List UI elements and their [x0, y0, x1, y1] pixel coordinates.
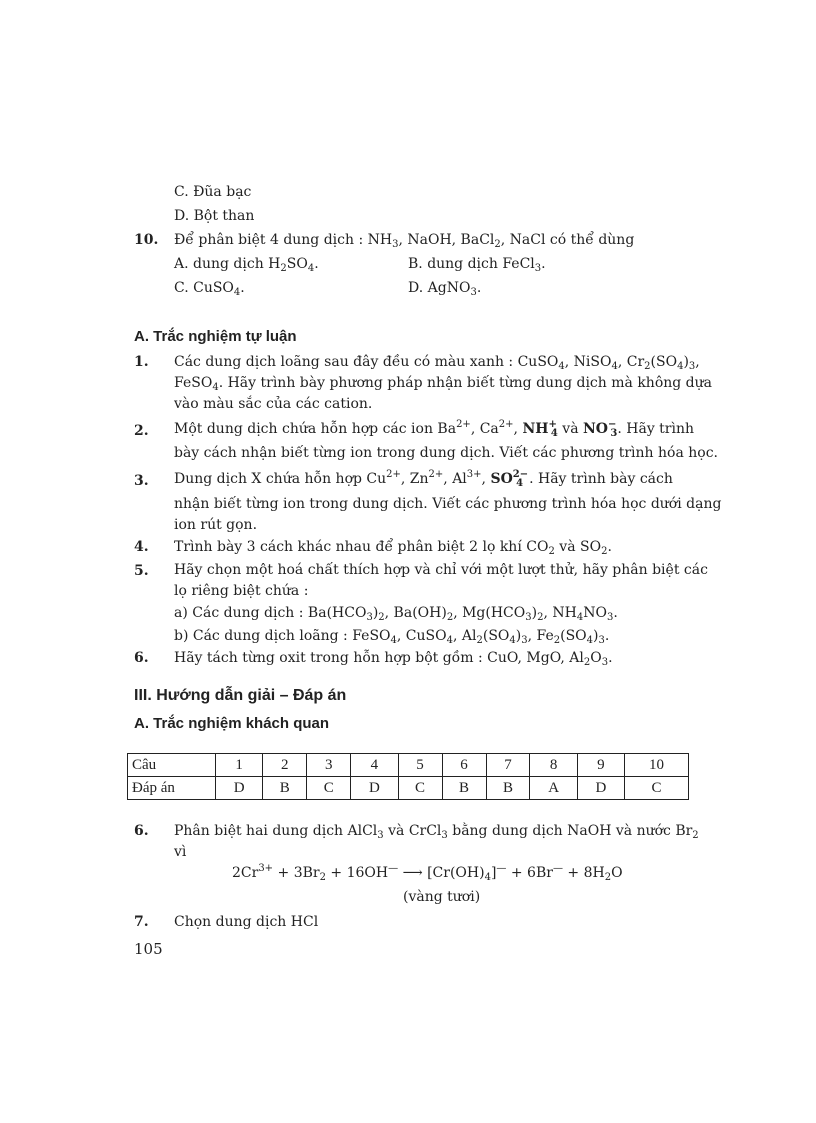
essay-q4-text: Trình bày 3 cách khác nhau để phân biệt 2 lọ khí $CO_2$ và $SO_2$.	[174, 539, 612, 557]
answer-6-line2: vì	[174, 844, 187, 860]
table-cell-q: 9	[577, 754, 624, 777]
q9-option-c: C. Đũa bạc	[174, 184, 252, 200]
essay-q5-number: 5.	[134, 563, 149, 579]
essay-q2-number: 2.	[134, 423, 149, 439]
essay-q1-line1: Các dung dịch loãng sau đây đều có màu xanh : CuSO$_4$, NiSO$_4$, $Cr_2(SO_4)_3$,	[174, 354, 700, 372]
answer-table	[127, 753, 689, 800]
essay-q5-part-b: b) Các dung dịch loãng : FeSO$_4$, CuSO$_4$, $Al_2(SO_4)_3$, $Fe_2(SO_4)_3$.	[174, 628, 610, 646]
essay-q1-line3: vào màu sắc của các cation.	[174, 396, 373, 412]
essay-q1-line2: FeSO$_4$. Hãy trình bày phương pháp nhận biết từng dung dịch mà không dựa	[174, 375, 712, 393]
sulfate-ion: $SO^{2-}_4$	[490, 469, 529, 489]
table-answer-label: Đáp án	[128, 777, 216, 800]
table-row-answers	[128, 777, 689, 800]
reaction-equation: $2Cr^{3+} + 3Br_2 + 16OH^—$ ⟶ $[Cr(OH)_4]^— + 6Br^— + 8H_2O$	[232, 863, 623, 883]
essay-q6-text: Hãy tách từng oxit trong hỗn hợp bột gồm : CuO, MgO, $Al_2O_3$.	[174, 650, 613, 668]
page-number: 105	[134, 940, 163, 958]
table-cell-answer: B	[486, 777, 530, 800]
table-cell-answer: D	[351, 777, 398, 800]
table-cell-answer: B	[442, 777, 486, 800]
essay-q3-number: 3.	[134, 473, 149, 489]
section-heading-essay: A. Trắc nghiệm tự luận	[134, 328, 297, 345]
essay-q6-number: 6.	[134, 650, 149, 666]
essay-q3-line1: Dung dịch X chứa hỗn hợp $Cu^{2+}$, $Zn^{2+}$, $Al^{3+}$, $SO^{2-}_4$ . Hãy trình bày cách	[174, 469, 673, 489]
essay-q1-number: 1.	[134, 354, 149, 370]
essay-q3-line3: ion rút gọn.	[174, 517, 258, 533]
essay-q2-line1: Một dung dịch chứa hỗn hợp các ion $Ba^{2+}$, $Ca^{2+}$, $NH^+_4$ và $NO^-_3$. Hãy trình	[174, 419, 695, 439]
table-row-questions	[128, 754, 689, 777]
table-cell-answer: C	[625, 777, 689, 800]
table-cell-q: 1	[216, 754, 263, 777]
table-cell-answer: C	[307, 777, 351, 800]
q10-option-c: C. CuSO$_4$.	[174, 280, 245, 298]
table-cell-answer: A	[530, 777, 577, 800]
section-heading-answers: III. Hướng dẫn giải – Đáp án	[134, 687, 347, 704]
table-cell-q: 4	[351, 754, 398, 777]
table-cell-q: 8	[530, 754, 577, 777]
reaction-arrow-icon: ⟶	[402, 865, 423, 881]
essay-q5-line2: lọ riêng biệt chứa :	[174, 583, 309, 599]
answer-6-line1: Phân biệt hai dung dịch AlCl$_3$ và CrCl$_3$ bằng dung dịch NaOH và nước $Br_2$	[174, 823, 699, 841]
essay-q4-number: 4.	[134, 539, 149, 555]
nitrate-ion: $NO^-_3$	[583, 419, 618, 439]
answer-7-number: 7.	[134, 914, 149, 930]
subheading-multiple-choice: A. Trắc nghiệm khách quan	[134, 715, 330, 732]
essay-q5-part-a: a) Các dung dịch : $Ba(HCO_3)_2$, $Ba(OH)_2$, $Mg(HCO_3)_2$, $NH_4NO_3$.	[174, 605, 618, 623]
essay-q3-line2: nhận biết từng ion trong dung dịch. Viết các phương trình hóa học dưới dạng	[174, 496, 722, 512]
ammonium-ion: $NH^+_4$	[522, 419, 558, 439]
table-cell-q: 6	[442, 754, 486, 777]
table-cell-q: 5	[398, 754, 442, 777]
essay-q2-line2: bày cách nhận biết từng ion trong dung dịch. Viết các phương trình hóa học.	[174, 445, 718, 461]
table-cell-answer: C	[398, 777, 442, 800]
q10-option-a: A. dung dịch $H_2SO_4$.	[174, 256, 319, 274]
table-header-label: Câu	[128, 754, 216, 777]
q10-number: 10.	[134, 232, 159, 248]
q10-text: Để phân biệt 4 dung dịch : $NH_3$, NaOH, BaCl$_2$, NaCl có thể dùng	[174, 232, 635, 250]
table-cell-q: 7	[486, 754, 530, 777]
table-cell-q: 3	[307, 754, 351, 777]
table-cell-q: 2	[263, 754, 307, 777]
q10-option-b: B. dung dịch FeCl$_3$.	[408, 256, 546, 274]
table-cell-answer: D	[577, 777, 624, 800]
essay-q5-line1: Hãy chọn một hoá chất thích hợp và chỉ với một lượt thử, hãy phân biệt các	[174, 562, 708, 578]
q10-option-d: D. AgNO$_3$.	[408, 280, 482, 298]
answer-7-text: Chọn dung dịch HCl	[174, 914, 319, 930]
table-cell-answer: B	[263, 777, 307, 800]
reaction-note: (vàng tươi)	[403, 889, 481, 905]
table-cell-q: 10	[625, 754, 689, 777]
table-cell-answer: D	[216, 777, 263, 800]
q9-option-d: D. Bột than	[174, 208, 255, 224]
answer-6-number: 6.	[134, 823, 149, 839]
